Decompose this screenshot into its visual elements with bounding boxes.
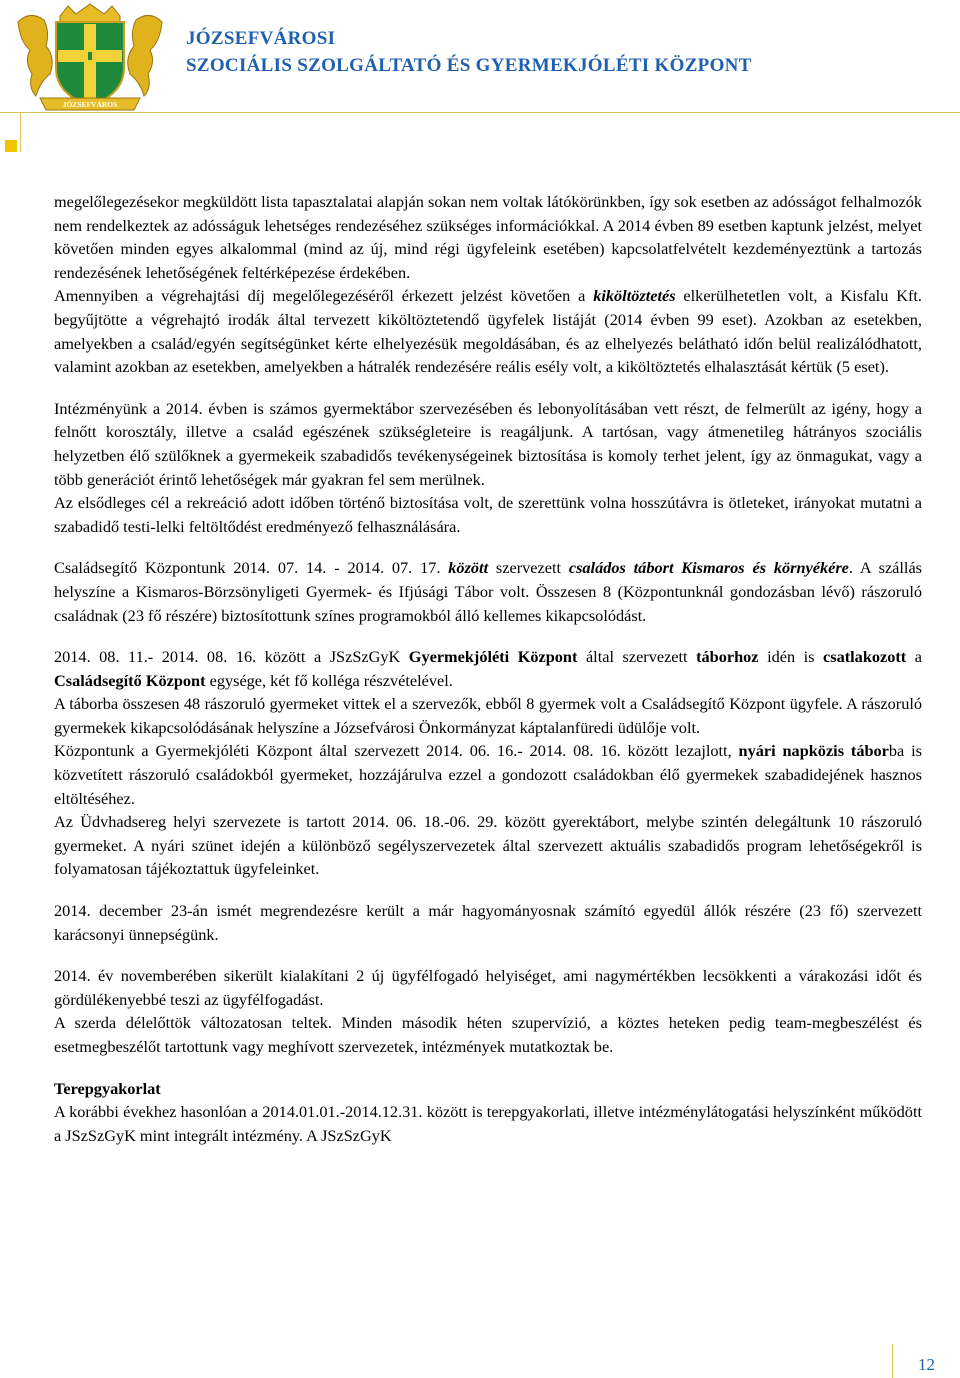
page-number: 12 bbox=[918, 1355, 935, 1374]
paragraph: 2014. év novemberében sikerült kialakítani 2 új ügyfélfogadó helyiséget, ami nagymértékben lecsökkenti a várakozási időt és gördülékenyebbé teszi az ügyfélfogadást. bbox=[54, 966, 922, 1009]
org-name-line1: JÓZSEFVÁROSI bbox=[186, 28, 336, 49]
paragraph: Amennyiben a végrehajtási díj megelőlegezéséről érkezett jelzést követően a kiköltöztetés elkerülhetetlen volt, a Kisfalu Kft. begyűjtötte a végrehajtó irodák által tervezett kiköltöztetendő ügyfelek listáját (2014 évben 99 eset). Azokban az esetekben, amelyekben a család/egyén segítségünket kérte elhelyezésük megoldásában, és az elhelyezés belátható időn belül realizálódhatott, valamint azokban az esetekben, amelyekben a hátralék rendezésére reális esély volt, a kiköltöztetés elhalasztását kértük (5 eset). bbox=[54, 286, 922, 377]
paragraph: Központunk a Gyermekjóléti Központ által szervezett 2014. 06. 16.- 2014. 08. 16. között lezajlott, nyári napközis táborba is közvetített rászoruló családokból gyermeket, hozzájárulva ezzel a gondozott családokban élő gyermekek szabadidejének hasznos eltöltéséhez. bbox=[54, 741, 922, 808]
org-name-line2: SZOCIÁLIS SZOLGÁLTATÓ ÉS GYERMEKJÓLÉTI KÖZPONT bbox=[186, 55, 752, 76]
paragraph: A táborba összesen 48 rászoruló gyermeket vittek el a szervezők, ebből 8 gyermek volt a Családsegítő Központ ügyfele. A rászoruló gyermekek kikapcsolódásának helyszíne a Józsefvárosi Önkormányzat káptalanfüredi üdülője volt. bbox=[54, 694, 922, 737]
paragraph: Családsegítő Központunk 2014. 07. 14. - 2014. 07. 17. között szervezett családos tábort Kismaros és környékére. A szállás helyszíne a Kismaros-Börzsönyligeti Gyermek- és Ifjúsági Tábor volt. Összesen 8 (Központunknál gondozásban lévő) rászoruló családnak (23 fő részére) biztosítottunk színes programokból álló kellemes kikapcsolódást. bbox=[54, 558, 923, 625]
paragraph: 2014. 08. 11.- 2014. 08. 16. között a JSzSzGyK Gyermekjóléti Központ által szervezett táborhoz idén is csatlakozott a Családsegítő Központ egysége, két fő kolléga részvételével. bbox=[54, 647, 922, 690]
header-divider bbox=[0, 112, 960, 113]
header-square-marker bbox=[5, 140, 17, 152]
paragraph: 2014. december 23-án ismét megrendezésre került a már hagyományosnak számító egyedül állók részére (23 fő) szervezett karácsonyi ünnepségünk. bbox=[54, 901, 922, 944]
section-heading: Terepgyakorlat bbox=[54, 1078, 161, 1098]
paragraph: Intézményünk a 2014. évben is számos gyermektábor szervezésében és lebonyolításában vett részt, de felmerült az igény, hogy a felnőtt korosztály, illetve a család egészének szükségleteire is reagáljunk. A tartósan, vagy átmenetileg hátrányos szociális helyzetben élő szülőknek a gyermekeik szabadidős tevékenységeinek biztosítása is komoly terhet jelent, így az önmagukat, vagy a több generációt érintő lehetőségek már gyakran fel sem merülnek. bbox=[54, 398, 922, 489]
header-vertical-rule bbox=[20, 112, 21, 152]
coat-of-arms-logo bbox=[10, 2, 170, 114]
page-header bbox=[0, 0, 960, 150]
crest-ribbon-text: JÓZSEFVÁROS bbox=[62, 100, 118, 109]
paragraph: A korábbi évekhez hasonlóan a 2014.01.01.-2014.12.31. között is terepgyakorlati, illetve intézménylátogatási helyszínként működött a JSzSzGyK mint integrált intézmény. A JSzSzGyK bbox=[54, 1102, 922, 1145]
footer-vertical-rule bbox=[892, 1344, 893, 1378]
paragraph: Az Üdvhadsereg helyi szervezete is tartott 2014. 06. 18.-06. 29. között gyerektábort, melybe szintén delegáltunk 10 rászoruló gyermeket. A nyári szünet idején a különböző segélyszervezetek által szervezett aktuális szabadidős program lehetőségekről is folyamatosan tájékoztattuk ügyfeleinket. bbox=[54, 812, 922, 879]
paragraph: megelőlegezésekor megküldött lista tapasztalatai alapján sokan nem voltak látókörünkben, így sok esetben az adósságot felhalmozók nem rendelkeztek az adósságuk lehetséges rendezéséhez szükséges információkkal. A 2014 évben 89 esetben kaptunk jelzést, melyet követően minden egyes alkalommal (mind az új, mind régi ügyfeleink esetében) kapcsolatfelvételt kezdeményeztünk a tartozás rendezésének lehetőségének feltérképezése érdekében. bbox=[54, 192, 922, 282]
paragraph: A szerda délelőttök változatosan teltek. Minden második héten szupervízió, a köztes heteken pedig team-megbeszélést és esetmegbeszélőt tartottunk vagy meghívott szervezetek, intézmények mutatkoztak be. bbox=[54, 1013, 922, 1056]
paragraph: Az elsődleges cél a rekreáció adott időben történő biztosítása volt, de szerettünk volna hosszútávra is ötleteket, irányokat mutatni a szabadidő testi-lelki feltöltődést eredményező felhasználására. bbox=[54, 493, 922, 536]
document-body bbox=[54, 190, 922, 1147]
